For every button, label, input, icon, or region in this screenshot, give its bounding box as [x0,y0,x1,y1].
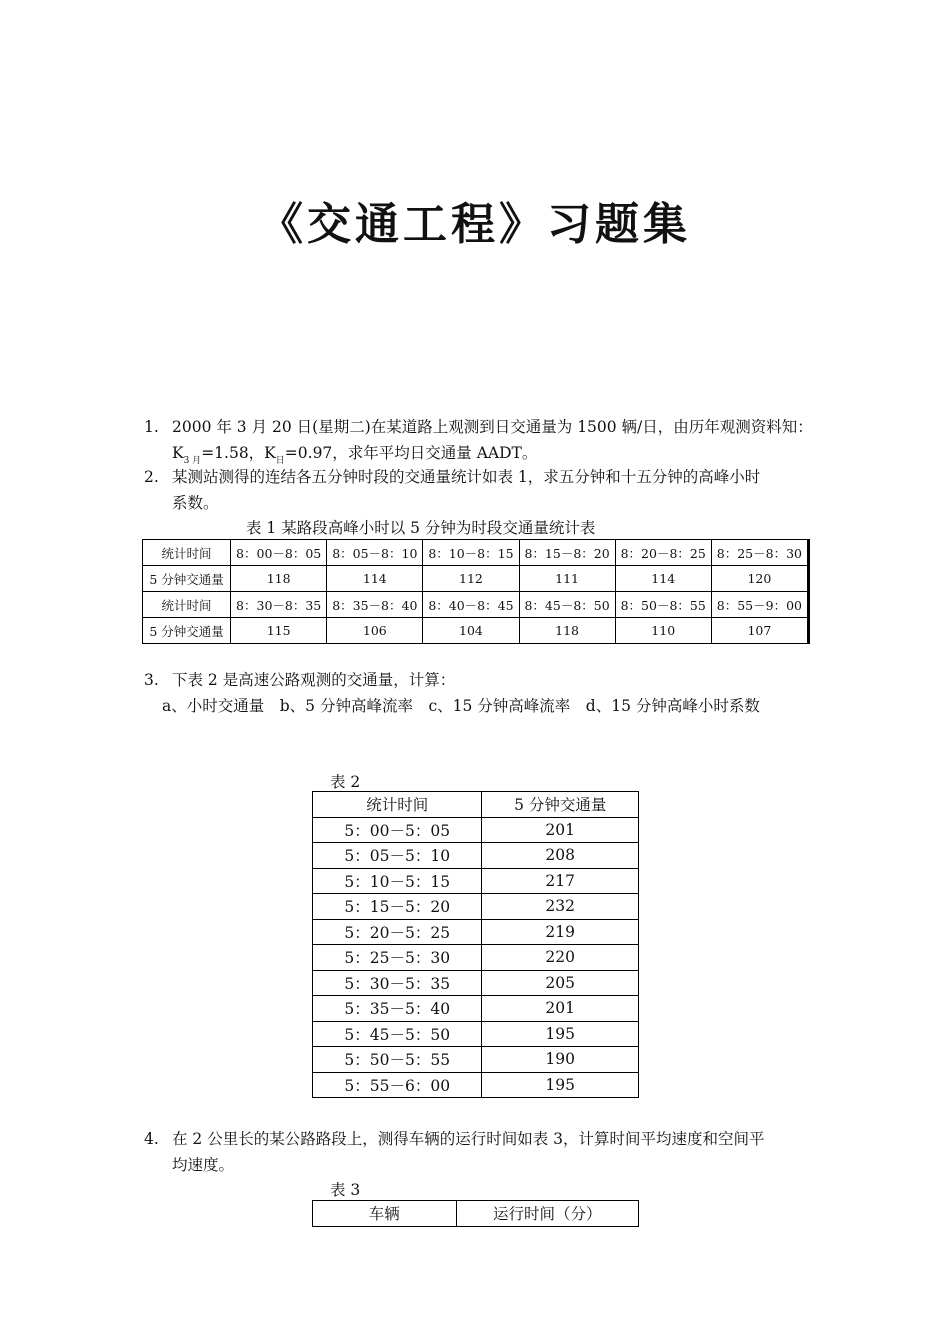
table-caption: 表 1 某路段高峰小时以 5 分钟为时段交通量统计表 [246,519,596,537]
table-cell: 8：05－8：10 [327,540,423,566]
table-row [313,1072,639,1098]
table-cell: 120 [711,566,808,592]
question-text: 2000 年 3 月 20 日(星期二)在某道路上观测到日交通量为 1500 辆/日，由历年观测资料知： [172,418,813,436]
question-number: 1. [144,418,159,436]
row-header-cell: 5 分钟交通量 [143,618,231,644]
table-row [313,1021,639,1047]
table-row [313,817,639,843]
table-cell: 8：00－8：05 [231,540,327,566]
question-number: 4. [144,1130,159,1148]
table-cell: 8：10－8：15 [423,540,519,566]
table-row [313,894,639,920]
table-row [313,919,639,945]
table-cell: 195 [482,1021,639,1047]
table-cell: 114 [615,566,711,592]
table-cell: 8：25－8：30 [711,540,808,566]
k-symbol: K [172,444,184,462]
table-cell: 8：20－8：25 [615,540,711,566]
table-1 [142,539,810,644]
table-row [313,868,639,894]
table-cell: 8：55－9：00 [711,592,808,618]
table-2 [312,791,639,1098]
table-cell: 5：30－5：35 [313,970,482,996]
table-cell: 111 [519,566,615,592]
table-cell: 115 [231,618,327,644]
table-cell: 8：40－8：45 [423,592,519,618]
table-cell: 190 [482,1047,639,1073]
table-cell: 201 [482,996,639,1022]
table-header-row [313,1201,639,1227]
table-caption: 表 2 [330,773,361,791]
table-cell: 118 [231,566,327,592]
table-cell: 220 [482,945,639,971]
table-cell: 112 [423,566,519,592]
question-text: 均速度。 [172,1156,235,1174]
document-title: 《交通工程》习题集 [259,199,691,250]
question-text: 某测站测得的连结各五分钟时段的交通量统计如表 1，求五分钟和十五分钟的高峰小时 [172,468,761,486]
question-subparts: a、小时交通量 b、5 分钟高峰流率 c、15 分钟高峰流率 d、15 分钟高峰小时系数 [162,697,760,715]
k-value: =1.58，K [201,444,276,462]
table-cell: 5：25－5：30 [313,945,482,971]
table-cell: 219 [482,919,639,945]
table-cell: 5：20－5：25 [313,919,482,945]
table-cell: 8：15－8：20 [519,540,615,566]
table-row [143,566,809,592]
table-row [313,945,639,971]
table-row [313,1047,639,1073]
table-header-row [313,792,639,818]
table-cell: 208 [482,843,639,869]
question-number: 2. [144,468,159,486]
table-cell: 5：55－6：00 [313,1072,482,1098]
table-cell: 205 [482,970,639,996]
question-text: 在 2 公里长的某公路路段上，测得车辆的运行时间如表 3，计算时间平均速度和空间平 [172,1130,765,1148]
row-header-cell: 5 分钟交通量 [143,566,231,592]
question-4 [144,1126,824,1180]
table-cell: 5：00－5：05 [313,817,482,843]
table-cell: 104 [423,618,519,644]
k-subscript: 3 月 [183,456,202,466]
column-header-cell: 5 分钟交通量 [482,792,639,818]
table-3 [312,1200,639,1227]
row-header-cell: 统计时间 [143,540,231,566]
table-cell: 5：50－5：55 [313,1047,482,1073]
table-cell: 5：15－5：20 [313,894,482,920]
table-cell: 8：45－8：50 [519,592,615,618]
table-cell: 232 [482,894,639,920]
table-cell: 106 [327,618,423,644]
question-3 [144,667,824,721]
table-cell: 5：10－5：15 [313,868,482,894]
table-row [313,996,639,1022]
table-cell: 201 [482,817,639,843]
column-header-cell: 运行时间（分） [456,1201,639,1227]
question-text: 系数。 [172,494,219,512]
table-row [313,843,639,869]
k-subscript: 日 [275,456,285,466]
question-text: 下表 2 是高速公路观测的交通量，计算： [172,671,456,689]
table-cell: 110 [615,618,711,644]
question-1 [144,414,824,468]
table-cell: 195 [482,1072,639,1098]
column-header-cell: 统计时间 [313,792,482,818]
table-caption: 表 3 [330,1181,361,1199]
table-cell: 217 [482,868,639,894]
table-row [313,970,639,996]
k-value: =0.97，求年平均日交通量 AADT。 [284,444,538,462]
table-cell: 107 [711,618,808,644]
column-header-cell: 车辆 [313,1201,457,1227]
table-cell: 8：30－8：35 [231,592,327,618]
table-cell: 118 [519,618,615,644]
table-cell: 8：35－8：40 [327,592,423,618]
question-number: 3. [144,671,159,689]
question-2 [144,464,824,518]
table-row [143,618,809,644]
table-cell: 8：50－8：55 [615,592,711,618]
table-cell: 5：35－5：40 [313,996,482,1022]
table-row [143,592,809,618]
table-cell: 5：05－5：10 [313,843,482,869]
row-header-cell: 统计时间 [143,592,231,618]
table-cell: 114 [327,566,423,592]
table-cell: 5：45－5：50 [313,1021,482,1047]
table-row [143,540,809,566]
